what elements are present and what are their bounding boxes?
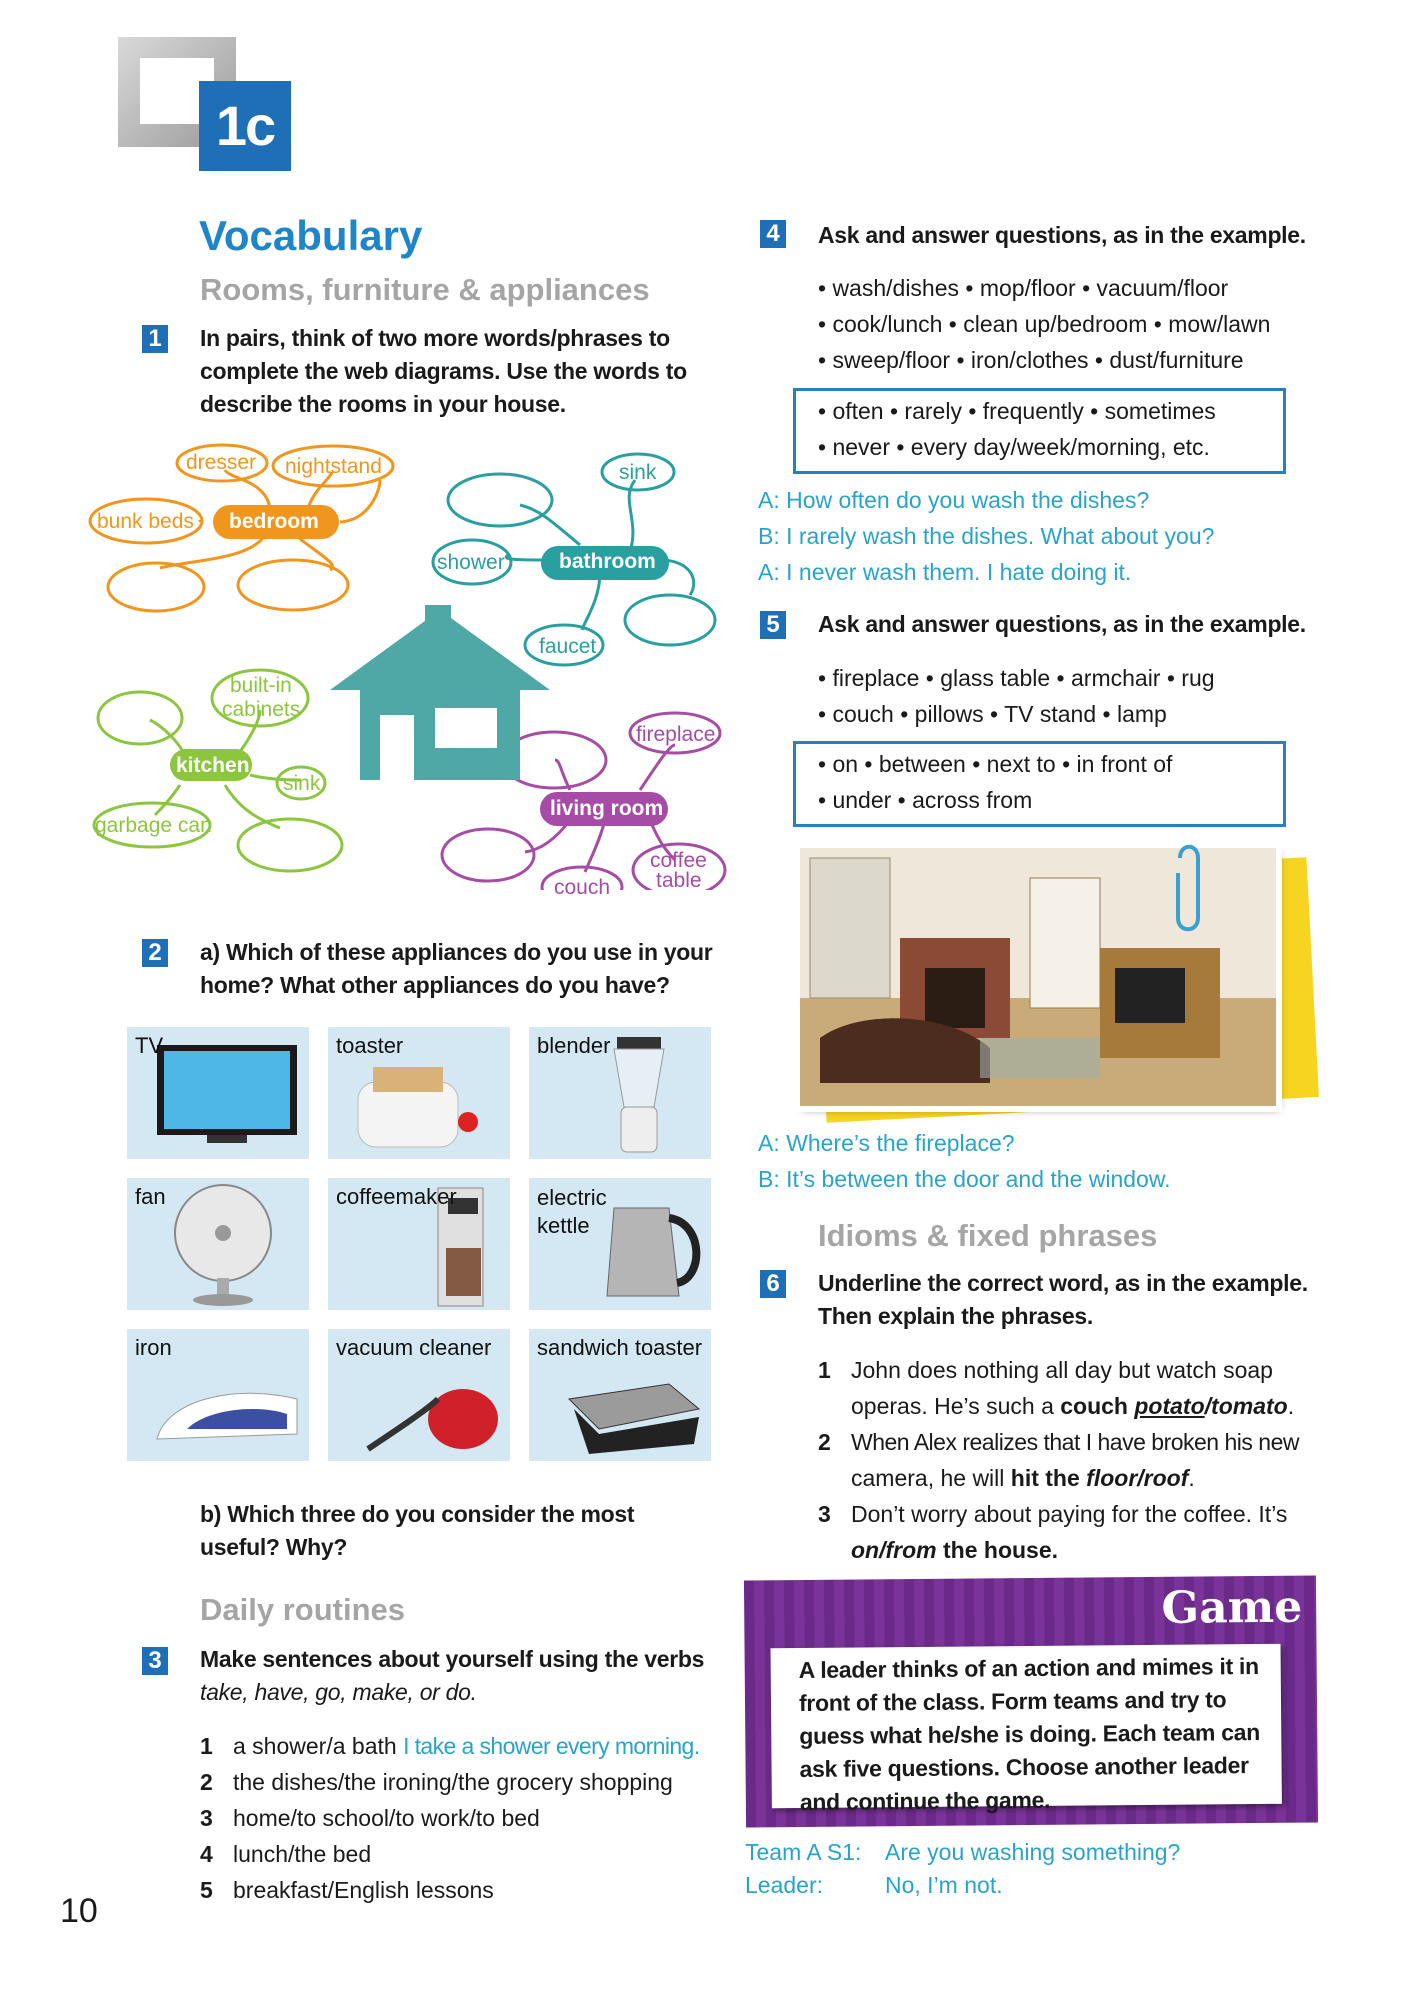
exercise-5-words: • fireplace • glass table • armchair • rug • couch • pillows • TV stand • lamp	[818, 665, 1215, 727]
appliance-tile-iron	[127, 1329, 309, 1461]
web-label-couch: couch	[554, 876, 611, 899]
section-heading-rooms: Rooms, furniture & appliances	[200, 272, 650, 307]
exercise-6-list	[818, 1352, 1338, 1568]
list-item: 1 John does nothing all day but watch soap	[818, 1357, 1273, 1383]
game-box	[744, 1576, 1318, 1828]
game-title: Game	[1161, 1581, 1303, 1634]
web-label-bunk-beds: bunk beds	[97, 510, 194, 533]
appliance-label: vacuum cleaner	[336, 1335, 492, 1360]
web-label-bedroom: bedroom	[229, 510, 319, 533]
appliance-tile-tv	[127, 1027, 309, 1159]
exercise-number-3: 3	[142, 1647, 168, 1675]
web-label-sink-kitchen: sink	[283, 772, 321, 795]
appliance-tile-fan	[127, 1178, 309, 1310]
web-label-nightstand: nightstand	[285, 455, 382, 478]
section-heading-idioms: Idioms & fixed phrases	[818, 1218, 1158, 1253]
web-label-table: table	[656, 869, 702, 892]
web-label-coffee: coffee	[650, 849, 707, 872]
web-label-bathroom: bathroom	[559, 550, 656, 573]
game-dialog	[745, 1836, 1325, 1902]
house-icon	[330, 605, 550, 780]
web-label-sink-bath: sink	[619, 461, 657, 484]
appliance-tile-coffeemaker	[328, 1178, 510, 1310]
exercise-1-instruction: In pairs, think of two more words/phrases to complete the web diagrams. Use the words to describe the rooms in your house.	[200, 325, 687, 417]
appliance-tile-blender	[529, 1027, 711, 1159]
web-label-fireplace: fireplace	[636, 723, 716, 746]
list-item: 5 breakfast/English lessons	[200, 1877, 494, 1903]
appliance-tile-electric-kettle	[529, 1178, 711, 1310]
appliance-label: sandwich toaster	[537, 1335, 703, 1360]
appliance-tile-toaster	[328, 1027, 510, 1159]
list-item: 2 When Alex realizes that I have broken his new	[818, 1429, 1299, 1455]
exercise-5-preposition-box: • on • between • next to • in front of • under • across from	[793, 741, 1286, 827]
dialog-line: Team A S1: Are you washing something?	[745, 1839, 1181, 1865]
exercise-4-instruction: Ask and answer questions, as in the example.	[818, 222, 1306, 248]
list-item: 2 the dishes/the ironing/the grocery shopping	[200, 1769, 673, 1795]
list-item: camera, he will hit the floor/roof.	[851, 1465, 1195, 1491]
section-heading-routines: Daily routines	[200, 1592, 405, 1627]
appliance-label: fan	[135, 1184, 166, 1209]
appliance-label: iron	[135, 1335, 172, 1360]
exercise-number-4: 4	[760, 220, 786, 248]
exercise-number-5: 5	[760, 611, 786, 639]
exercise-3-verbs: take, have, go, make, or do.	[200, 1679, 477, 1705]
exercise-3-list	[200, 1728, 720, 1908]
web-label-shower: shower	[437, 551, 505, 574]
web-label-kitchen: kitchen	[176, 754, 250, 777]
appliance-label: TV	[135, 1033, 164, 1058]
unit-badge: 1c	[199, 81, 291, 171]
exercise-2a-instruction: a) Which of these appliances do you use in your home? What other appliances do you have?	[200, 939, 713, 998]
appliance-label: coffeemaker	[336, 1184, 457, 1209]
web-label-dresser: dresser	[186, 451, 257, 474]
page-title: Vocabulary	[199, 212, 423, 259]
web-label-cabinets: cabinets	[222, 698, 301, 721]
exercise-3-instruction	[200, 1643, 720, 1709]
list-item: 1 a shower/a bath I take a shower every morning.	[200, 1733, 700, 1759]
dialog-line: Leader: No, I’m not.	[745, 1872, 1003, 1898]
web-label-living-room: living room	[550, 797, 664, 820]
appliance-tile-vacuum-cleaner	[328, 1329, 510, 1461]
exercise-6-instruction: Underline the correct word, as in the example. Then explain the phrases.	[818, 1270, 1308, 1329]
exercise-4-words: • wash/dishes • mop/floor • vacuum/floor • cook/lunch • clean up/bedroom • mow/lawn • sweep/floor • iron/clothes • dust/furniture	[818, 275, 1271, 373]
web-label-built-in: built-in	[230, 674, 292, 697]
list-item: 3 home/to school/to work/to bed	[200, 1805, 540, 1831]
exercise-4-frequency-box: • often • rarely • frequently • sometimes • never • every day/week/morning, etc.	[793, 388, 1286, 474]
appliance-label: blender	[537, 1033, 611, 1058]
exercise-4-dialog: A: How often do you wash the dishes? B: I rarely wash the dishes. What about you? A: I never wash them. I hate doing it.	[758, 487, 1215, 585]
paperclip-icon	[1168, 838, 1208, 938]
list-item: 4 lunch/the bed	[200, 1841, 372, 1867]
game-instructions: A leader thinks of an action and mimes it in front of the class. Form teams and try to guess what he/she is doing. Each team can ask five questions. Choose another leader and continue the game.	[771, 1644, 1282, 1808]
exercise-number-1: 1	[142, 325, 168, 353]
exercise-2b-instruction: b) Which three do you consider the most useful? Why?	[200, 1501, 635, 1560]
exercise-5-dialog: A: Where’s the fireplace? B: It’s between the door and the window.	[758, 1130, 1171, 1192]
appliance-label: electric kettle	[537, 1185, 607, 1238]
exercise-number-2: 2	[142, 939, 168, 967]
list-item: operas. He’s such a couch potato/tomato.	[851, 1393, 1295, 1419]
list-item: on/from the house.	[851, 1537, 1059, 1563]
exercise-number-6: 6	[760, 1270, 786, 1298]
appliance-label: toaster	[336, 1033, 404, 1058]
list-item: 3 Don’t worry about paying for the coffee. It’s	[818, 1501, 1288, 1527]
page-number: 10	[60, 1892, 98, 1930]
appliance-tile-sandwich-toaster	[529, 1329, 711, 1461]
web-label-faucet: faucet	[539, 635, 597, 658]
exercise-5-instruction: Ask and answer questions, as in the example.	[818, 611, 1306, 637]
exercise-3-text: Make sentences about yourself using the verbs	[200, 1646, 705, 1672]
web-label-garbage-can: garbage can	[95, 814, 212, 837]
